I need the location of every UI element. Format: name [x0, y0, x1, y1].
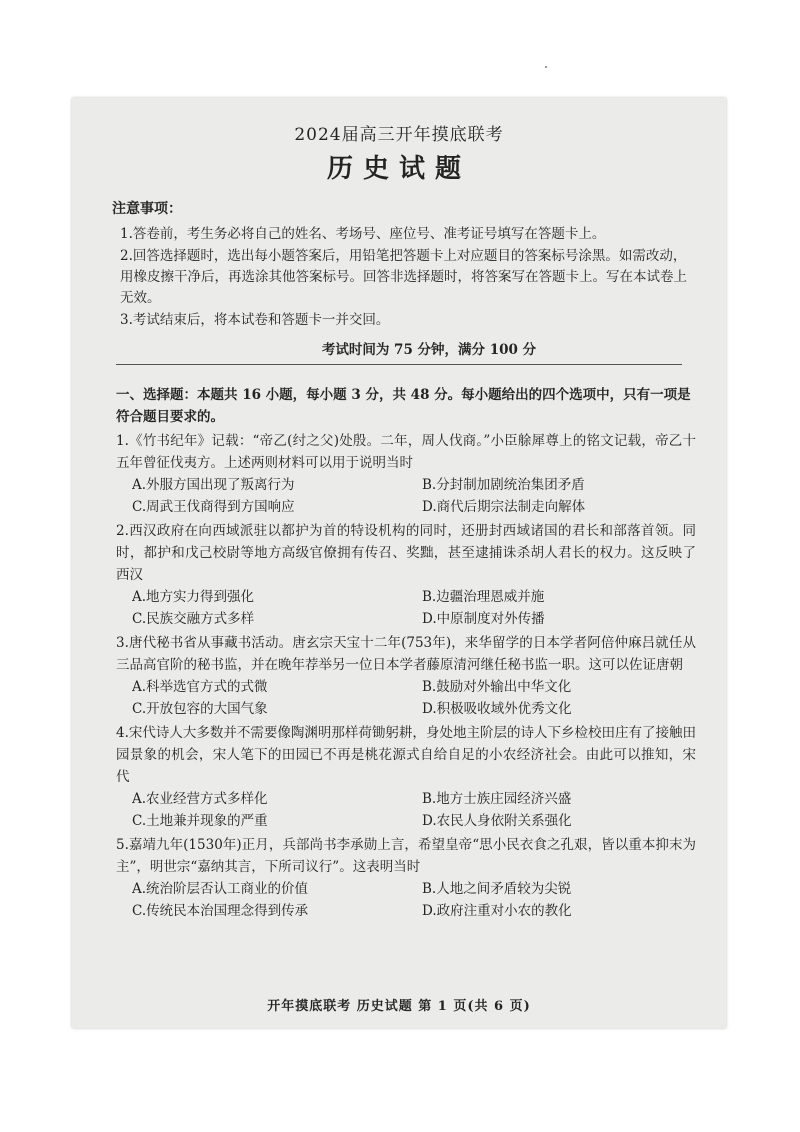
- notice-heading: 注意事项：: [112, 201, 182, 217]
- option-a: A.地方实力得到强化: [132, 589, 255, 605]
- option-d: D.中原制度对外传播: [422, 611, 545, 627]
- option-d: D.农民人身依附关系强化: [422, 813, 572, 829]
- option-b: B.边疆治理恩威并施: [422, 589, 545, 605]
- option-a: A.统治阶层否认工商业的价值: [132, 881, 309, 897]
- scan-speck: [545, 66, 547, 68]
- notice-item: 1.答卷前，考生务必将自己的姓名、考场号、座位号、准考证号填写在答题卡上。: [120, 226, 606, 242]
- option-c: C.土地兼并现象的严重: [132, 813, 268, 829]
- question-2: [116, 520, 696, 630]
- notice-item: 3.考试结束后，将本试卷和答题卡一并交回。: [120, 312, 390, 328]
- question-stem: 4.宋代诗人大多数并不需要像陶渊明那样荷锄躬耕，身处地主阶层的诗人下乡检校田庄有了接触田园景象的机会，宋人笔下的田园已不再是桃花源式自给自足的小农经济社会。由此可以推知，宋代: [116, 725, 696, 785]
- option-group: [116, 586, 696, 630]
- option-c: C.开放包容的大国气象: [132, 701, 268, 717]
- notice-item: 2.回答选择题时，选出每小题答案后，用铅笔把答题卡上对应题目的答案标号涂黑。如需改动，用橡皮擦干净后，再选涂其他答案标号。回答非选择题时，将答案写在答题卡上。写在本试卷上无效。: [120, 248, 687, 306]
- question-stem: 1.《竹书纪年》记载：“帝乙(纣之父)处殷。二年，周人伐商。”小臣艅犀尊上的铭文记载，帝乙十五年曾征伐夷方。上述两则材料可以用于说明当时: [116, 433, 696, 471]
- option-group: [116, 878, 696, 922]
- option-b: B.地方士族庄园经济兴盛: [422, 791, 572, 807]
- option-a: A.外服方国出现了叛离行为: [132, 477, 295, 493]
- option-d: D.政府注重对小农的教化: [422, 903, 572, 919]
- option-c: C.民族交融方式多样: [132, 611, 255, 627]
- page-footer: 开年摸底联考 历史试题 第 1 页(共 6 页): [267, 999, 531, 1014]
- question-4: [116, 722, 696, 832]
- question-5: [116, 834, 696, 922]
- option-a: A.农业经营方式多样化: [132, 791, 268, 807]
- option-a: A.科举选官方式的式微: [132, 679, 268, 695]
- option-d: D.商代后期宗法制走向解体: [422, 499, 586, 515]
- option-b: B.鼓励对外输出中华文化: [422, 679, 572, 695]
- exam-paper: [72, 98, 726, 1028]
- option-group: [116, 676, 696, 720]
- subject-title: 历史试题: [326, 154, 471, 184]
- question-stem: 2.西汉政府在向西域派驻以都护为首的特设机构的同时，还册封西域诸国的君长和部落首领。同时，都护和戊己校尉等地方高级官僚拥有传召、奖黜，甚至逮捕诛杀胡人君长的权力。这反映了西汉: [116, 523, 696, 583]
- option-d: D.积极吸收域外优秀文化: [422, 701, 572, 717]
- option-group: [116, 788, 696, 832]
- question-1: [116, 430, 696, 518]
- question-stem: 3.唐代秘书省从事藏书活动。唐玄宗天宝十二年(753年)，来华留学的日本学者阿倍仲麻吕就任从三品高官阶的秘书监，并在晚年荐举另一位日本学者藤原清河继任秘书监一职。这可以佐证唐朝: [116, 635, 696, 673]
- exam-time-note: 考试时间为 75 分钟，满分 100 分: [321, 342, 537, 358]
- question-stem: 5.嘉靖九年(1530年)正月，兵部尚书李承勋上言，希望皇帝“思小民衣食之孔艰，皆以重本抑末为主”，明世宗“嘉纳其言，下所司议行”。这表明当时: [116, 837, 696, 875]
- option-group: [116, 474, 696, 518]
- option-c: C.传统民本治国理念得到传承: [132, 903, 309, 919]
- exam-name: 2024届高三开年摸底联考: [294, 125, 504, 145]
- option-b: B.人地之间矛盾较为尖锐: [422, 881, 572, 897]
- question-3: [116, 632, 696, 720]
- option-c: C.周武王伐商得到方国响应: [132, 499, 295, 515]
- option-b: B.分封制加剧统治集团矛盾: [422, 477, 585, 493]
- notice-list: [120, 224, 695, 332]
- divider: [116, 364, 682, 365]
- section-heading: 一、选择题：本题共 16 小题，每小题 3 分，共 48 分。每小题给出的四个选项中，只有一项是符合题目要求的。: [116, 387, 691, 425]
- question-list: [116, 430, 696, 924]
